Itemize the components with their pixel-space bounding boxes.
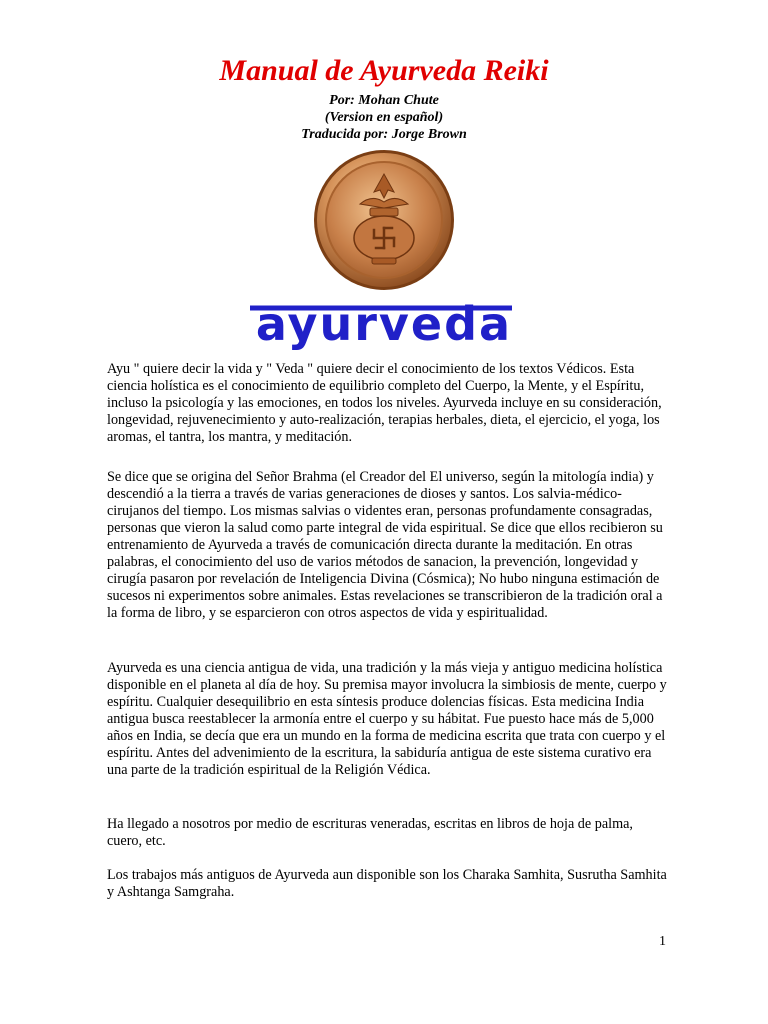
paragraph-1: Ayu " quiere decir la vida y " Veda " quiere decir el conocimiento de los textos Védicos. Esta ciencia holística es el conocimiento de equilibrio completo del Cuerpo, la Mente, y el Espíritu, incluso la psicología y las emociones, en todos los niveles. Ayurveda incluye en su consideración, longevidad, rejuvenecimiento y auto-realización, terapias herbales, dieta, el ejercicio, el yoga, los aromas, el tantra, los mantra, y meditación.	[107, 361, 662, 445]
version-line: (Version en español)	[324, 110, 444, 125]
ayurveda-logo	[200, 290, 568, 352]
paragraph-4: Ha llegado a nosotros por medio de escrituras veneradas, escritas en libros de hoja de palma, cuero, etc.	[107, 816, 633, 849]
document-title: Manual de Ayurveda Reiki	[219, 54, 549, 87]
ayurveda-logo-text: ayurveda	[255, 297, 513, 351]
paragraph-3: Ayurveda es una ciencia antigua de vida, una tradición y la más vieja y antiguo medicina holística disponible en el planeta al día de hoy. Su premisa mayor involucra la simbiosis de mente, cuerpo y espíritu. Cualquier desequilibrio en esta síntesis produce dolencias físicas. Esta medicina India antigua busca reestablecer la armonía entre el cuerpo y su hábitat. Fue puesto hace más de 5,000 años en India, se decía que era un mundo en la forma de medicina escrita que trata con cuerpo y el espíritu. Antes del advenimiento de la escritura, la sabiduría antigua de este sistema curativo era una parte de la tradición espiritual de la Religión Védica.	[107, 660, 667, 778]
paragraph-2: Se dice que se origina del Señor Brahma (el Creador del El universo, según la mitología india) y descendió a la tierra a través de varias generaciones de dioses y santos. Los salvia-médico-cirujanos del tiempo. Los mismas salvias o videntes eran, personas profundamente consagradas, personas que vieron la salud como parte integral de vida espiritual. Se dice que ellos recibieron su entrenamiento de Ayurveda a través de comunicación directa durante la meditación. En otras palabras, el conocimiento del uso de varios métodos de sanacion, la prevención, longevidad y cirugía pasaron por revelación de Inteligencia Divina (Cósmica); No hubo ninguna estimación de sucesos ni experimentos sobre animales. Estas revelaciones se transcribieron de la tradición oral a la forma de libro, y se esparcieron con otros aspectos de vida y espiritualidad.	[107, 469, 663, 621]
paragraph-5: Los trabajos más antiguos de Ayurveda aun disponible son los Charaka Samhita, Susrutha Samhita y Ashtanga Samgraha.	[107, 867, 667, 900]
page-number: 1	[659, 934, 666, 949]
translator-line: Traducida por: Jorge Brown	[301, 127, 467, 142]
author-line: Por: Mohan Chute	[329, 93, 439, 108]
kalash-coin-icon	[312, 148, 456, 292]
